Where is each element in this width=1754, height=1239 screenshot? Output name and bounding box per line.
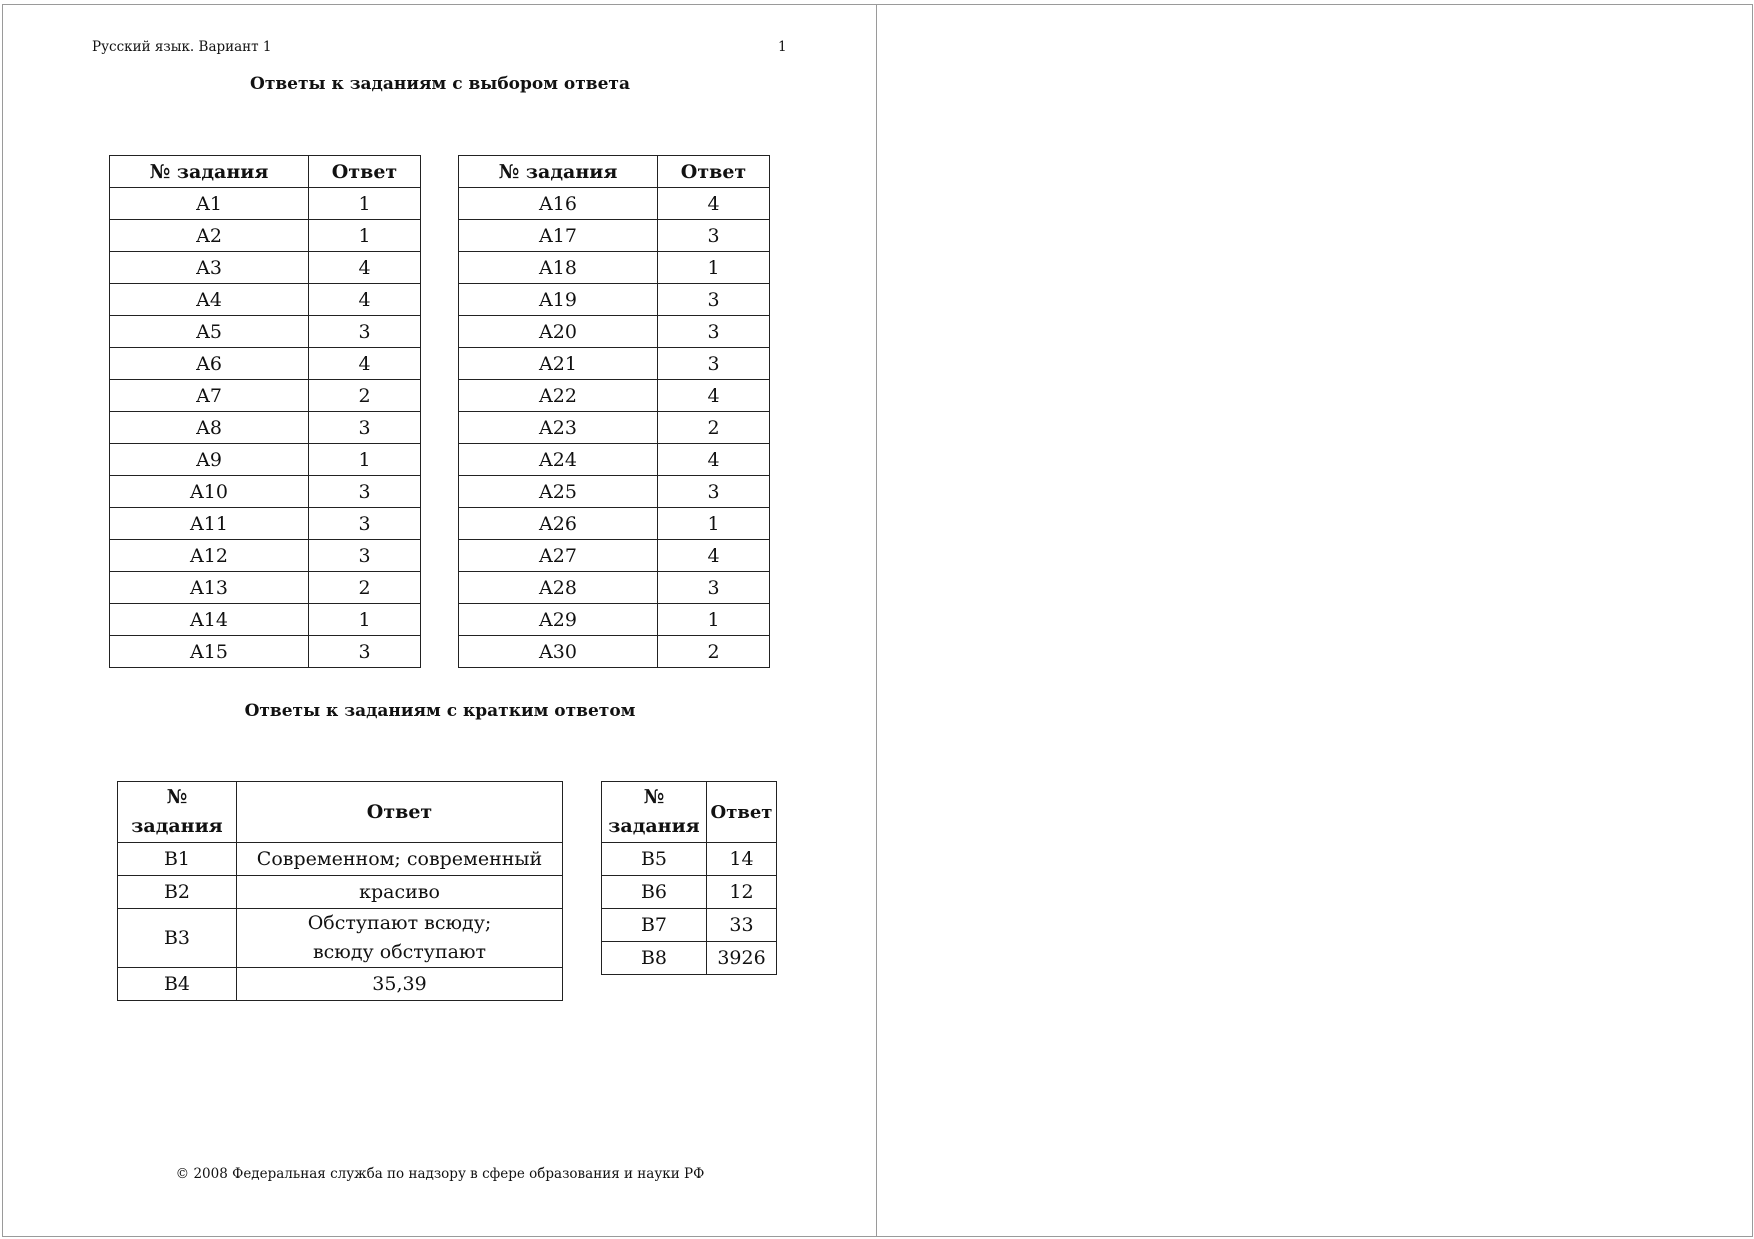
answer-cell: 4	[309, 348, 421, 380]
column-header-answer: Ответ	[237, 782, 563, 843]
answer-cell: 1	[658, 604, 770, 636]
table-header-row	[459, 156, 770, 188]
task-cell: A27	[459, 540, 658, 572]
table-row	[602, 876, 777, 909]
table-row	[459, 188, 770, 220]
answer-cell: 2	[309, 380, 421, 412]
task-cell: A17	[459, 220, 658, 252]
answer-cell: 3	[658, 348, 770, 380]
table-header-row	[118, 782, 563, 843]
task-cell: A22	[459, 380, 658, 412]
task-cell: B3	[118, 909, 237, 968]
column-header-answer: Ответ	[309, 156, 421, 188]
table-row	[110, 540, 421, 572]
table-row	[110, 380, 421, 412]
task-cell: A6	[110, 348, 309, 380]
task-cell: B7	[602, 909, 707, 942]
section-title-choice: Ответы к заданиям с выбором ответа	[250, 74, 630, 94]
table-row	[459, 476, 770, 508]
task-cell: A15	[110, 636, 309, 668]
table-row	[110, 316, 421, 348]
table-row	[110, 572, 421, 604]
answer-cell: Современном; современный	[237, 843, 563, 876]
task-cell: A25	[459, 476, 658, 508]
task-cell: A10	[110, 476, 309, 508]
task-cell: B2	[118, 876, 237, 909]
answer-cell: 4	[309, 284, 421, 316]
table-row	[459, 636, 770, 668]
answer-cell: 4	[309, 252, 421, 284]
answer-cell: 1	[309, 604, 421, 636]
answer-cell: 2	[309, 572, 421, 604]
task-cell: A12	[110, 540, 309, 572]
task-cell: A4	[110, 284, 309, 316]
answer-cell: 2	[658, 412, 770, 444]
column-header-task-line2: задания	[131, 815, 223, 837]
table-row	[602, 843, 777, 876]
table-row	[459, 412, 770, 444]
table-row	[118, 876, 563, 909]
table-row	[459, 252, 770, 284]
task-cell: B1	[118, 843, 237, 876]
answer-cell: 4	[658, 444, 770, 476]
page-footer-copyright: © 2008 Федеральная служба по надзору в сфере образования и науки РФ	[175, 1166, 705, 1182]
answer-cell: 4	[658, 380, 770, 412]
answer-cell: Обступают всюду; всюду обступают	[237, 909, 563, 968]
answer-cell: 1	[658, 508, 770, 540]
task-cell: B4	[118, 968, 237, 1001]
table-header-row	[602, 782, 777, 843]
answer-cell: 12	[707, 876, 777, 909]
answer-cell: 3	[658, 220, 770, 252]
task-cell: A18	[459, 252, 658, 284]
column-header-task	[118, 782, 237, 843]
task-cell: A13	[110, 572, 309, 604]
table-row	[459, 220, 770, 252]
column-header-task: № задания	[459, 156, 658, 188]
answer-cell: красиво	[237, 876, 563, 909]
task-cell: B5	[602, 843, 707, 876]
task-cell: A26	[459, 508, 658, 540]
task-cell: A28	[459, 572, 658, 604]
page-number: 1	[778, 39, 787, 55]
task-cell: A2	[110, 220, 309, 252]
task-cell: A3	[110, 252, 309, 284]
table-row	[459, 572, 770, 604]
table-row	[110, 412, 421, 444]
column-header-answer: Ответ	[658, 156, 770, 188]
task-cell: A23	[459, 412, 658, 444]
table-row	[110, 476, 421, 508]
answer-cell: 3	[309, 636, 421, 668]
table-row	[110, 188, 421, 220]
answer-cell: 3	[658, 316, 770, 348]
table-row	[110, 604, 421, 636]
answer-cell: 3	[309, 412, 421, 444]
answer-cell: 1	[658, 252, 770, 284]
answer-cell: 3	[309, 508, 421, 540]
task-cell: A20	[459, 316, 658, 348]
table-row	[459, 284, 770, 316]
task-cell: A19	[459, 284, 658, 316]
choice-answers-table-right	[458, 155, 770, 668]
table-row	[110, 508, 421, 540]
answer-cell: 4	[658, 540, 770, 572]
task-cell: B6	[602, 876, 707, 909]
table-row	[110, 220, 421, 252]
answer-cell: 3	[309, 316, 421, 348]
task-cell: A8	[110, 412, 309, 444]
task-cell: A21	[459, 348, 658, 380]
task-cell: B8	[602, 942, 707, 975]
column-header-task-line1: №	[166, 786, 188, 808]
table-row	[110, 444, 421, 476]
table-row	[459, 508, 770, 540]
answer-cell: 1	[309, 220, 421, 252]
answer-cell: 3	[309, 476, 421, 508]
column-header-task-line2: задания	[608, 815, 700, 837]
page-header-subject: Русский язык. Вариант 1	[92, 39, 272, 55]
table-row	[459, 348, 770, 380]
table-row	[110, 348, 421, 380]
table-row	[118, 909, 563, 968]
task-cell: A5	[110, 316, 309, 348]
answer-cell: 1	[309, 188, 421, 220]
choice-answers-table-left	[109, 155, 421, 668]
answer-cell: 3	[658, 476, 770, 508]
answer-cell: 35,39	[237, 968, 563, 1001]
column-header-answer: Ответ	[707, 782, 777, 843]
table-row	[459, 540, 770, 572]
table-row	[459, 444, 770, 476]
right-page	[876, 4, 1753, 1237]
task-cell: A16	[459, 188, 658, 220]
answer-cell: 1	[309, 444, 421, 476]
column-header-task-line1: №	[643, 786, 665, 808]
task-cell: A9	[110, 444, 309, 476]
task-cell: A24	[459, 444, 658, 476]
answer-cell: 2	[658, 636, 770, 668]
task-cell: A1	[110, 188, 309, 220]
table-row	[110, 284, 421, 316]
answer-cell: 33	[707, 909, 777, 942]
table-header-row	[110, 156, 421, 188]
answer-cell: 4	[658, 188, 770, 220]
table-row	[459, 316, 770, 348]
task-cell: A11	[110, 508, 309, 540]
answer-cell: 3	[658, 284, 770, 316]
task-cell: A7	[110, 380, 309, 412]
task-cell: A29	[459, 604, 658, 636]
column-header-task	[602, 782, 707, 843]
table-row	[459, 604, 770, 636]
column-header-task: № задания	[110, 156, 309, 188]
table-row	[602, 942, 777, 975]
task-cell: A30	[459, 636, 658, 668]
short-answers-table-right	[601, 781, 777, 975]
answer-cell: 14	[707, 843, 777, 876]
section-title-short: Ответы к заданиям с кратким ответом	[244, 701, 636, 721]
answer-cell: 3926	[707, 942, 777, 975]
task-cell: A14	[110, 604, 309, 636]
table-row	[110, 636, 421, 668]
table-row	[110, 252, 421, 284]
short-answers-table-left	[117, 781, 563, 1001]
table-row	[459, 380, 770, 412]
table-row	[118, 968, 563, 1001]
answer-cell: 3	[309, 540, 421, 572]
answer-cell: 3	[658, 572, 770, 604]
table-row	[602, 909, 777, 942]
table-row	[118, 843, 563, 876]
